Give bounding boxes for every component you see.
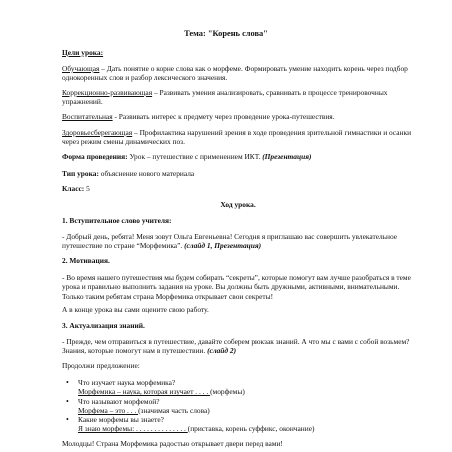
section2-text: - Во время нашего путешествия мы будем собирать “секреты”, которые помогут вам лучше разобраться в теме урока и правильно выполнить задания на уроке. Вы должны быть дружными, активными, внимательными. Только таким ребятам страна Морфемика открывает свои секреты! bbox=[62, 273, 411, 301]
goal-health-text: – Профилактика нарушений зрения в ходе проведения зрительной гимнастики и осанки через режим смены динамических поз. bbox=[62, 128, 412, 147]
answer-3-blank: . . . . . . . . . . . . . . bbox=[134, 424, 188, 434]
section1-emph: (слайд 1, Презентация) bbox=[184, 241, 262, 251]
lesson-form-emph: (Презентация) bbox=[262, 152, 312, 161]
goal-correction bbox=[62, 88, 414, 107]
continue-prompt: Продолжи предложение: bbox=[62, 361, 140, 370]
goal-correction-text: – Развивать умения анализировать, сравнивать в процессе тренировочных упражнений. bbox=[62, 88, 388, 107]
section1-body: - Добрый день, ребята! Меня зовут Ольга Евгеньевна! Сегодня я приглашаю вас совершить увлекательное путешествие по стране “Морфемика”. bbox=[62, 232, 398, 251]
goal-teaching bbox=[62, 64, 414, 83]
section1-text bbox=[62, 232, 414, 251]
goals-heading: Цели урока: bbox=[62, 48, 104, 57]
section2-heading: 2. Мотивация. bbox=[62, 256, 110, 265]
goal-upbringing-label: Воспитательная bbox=[62, 112, 113, 121]
answer-2-blank: . . . bbox=[125, 406, 139, 416]
lesson-form bbox=[62, 152, 414, 161]
section3-body: - Прежде, чем отправиться в путешествие, давайте соберем рюкзак знаний. А что мы с вами с собой возьмем? Знания, которые помогут нам в путешествии. bbox=[62, 337, 410, 356]
section1-heading: 1. Вступительное слово учителя: bbox=[62, 216, 172, 225]
answer-3-lead: Я знаю морфемы: bbox=[78, 424, 135, 434]
section3-heading: 3. Актуализация знаний. bbox=[62, 321, 145, 330]
answer-1-value: (морфемы) bbox=[210, 387, 245, 397]
goal-teaching-label: Обучающая bbox=[62, 64, 100, 73]
lesson-form-text: Урок – путешествие с применением ИКТ. bbox=[127, 152, 263, 161]
lesson-form-label: Форма проведения: bbox=[62, 152, 128, 161]
goal-health bbox=[62, 128, 414, 147]
answer-1 bbox=[78, 387, 418, 396]
question-2: Что называют морфемой? bbox=[78, 397, 160, 406]
closing-text: Молодцы! Страна Морфемика радостью открывает двери перед вами! bbox=[62, 439, 283, 448]
list-item bbox=[66, 415, 418, 434]
goal-upbringing bbox=[62, 112, 414, 121]
lesson-grade bbox=[62, 184, 414, 193]
question-3: Какие морфемы вы знаете? bbox=[78, 415, 164, 424]
question-1: Что изучает наука морфемика? bbox=[78, 378, 176, 387]
section3-emph: (слайд 2) bbox=[207, 346, 237, 356]
bullet-icon: • bbox=[66, 397, 69, 406]
lesson-type-label: Тип урока: bbox=[62, 169, 99, 178]
section2-after: А в конце урока вы сами оцените свою работу. bbox=[62, 305, 209, 314]
goal-upbringing-text: - Развивать интерес к предмету через проведение урока-путешествия. bbox=[112, 112, 335, 121]
bullet-icon: • bbox=[66, 415, 69, 424]
list-item bbox=[66, 397, 418, 416]
lesson-grade-label: Класс: bbox=[62, 184, 85, 193]
lesson-type bbox=[62, 169, 414, 178]
lesson-course-heading: Ход урока. bbox=[220, 200, 256, 209]
goal-correction-label: Коррекционно-развивающая bbox=[62, 88, 153, 97]
answer-1-lead: Морфемика – наука, которая изучает bbox=[78, 387, 194, 397]
bullet-icon: • bbox=[66, 378, 69, 387]
answer-2-lead: Морфема – это bbox=[78, 406, 126, 416]
answer-3-value: (приставка, корень суффикс, окончание) bbox=[187, 424, 315, 434]
page-title: Тема: "Корень слова" bbox=[184, 29, 268, 38]
answer-3 bbox=[78, 424, 418, 433]
lesson-type-text: объяснение нового материала bbox=[98, 169, 195, 178]
answer-2-value: (значимая часть слова) bbox=[138, 406, 210, 416]
lesson-grade-text: 5 bbox=[84, 184, 90, 193]
section3-text bbox=[62, 337, 414, 356]
goal-teaching-text: – Дать понятие о корне слова как о морфеме. Формировать умение находить корень через подбор однокоренных слов и разбор лексического значения. bbox=[62, 64, 408, 83]
list-item bbox=[66, 378, 418, 397]
goal-health-label: Здоровьесберегающая bbox=[62, 128, 133, 137]
answer-1-blank: . . . . bbox=[193, 387, 211, 397]
